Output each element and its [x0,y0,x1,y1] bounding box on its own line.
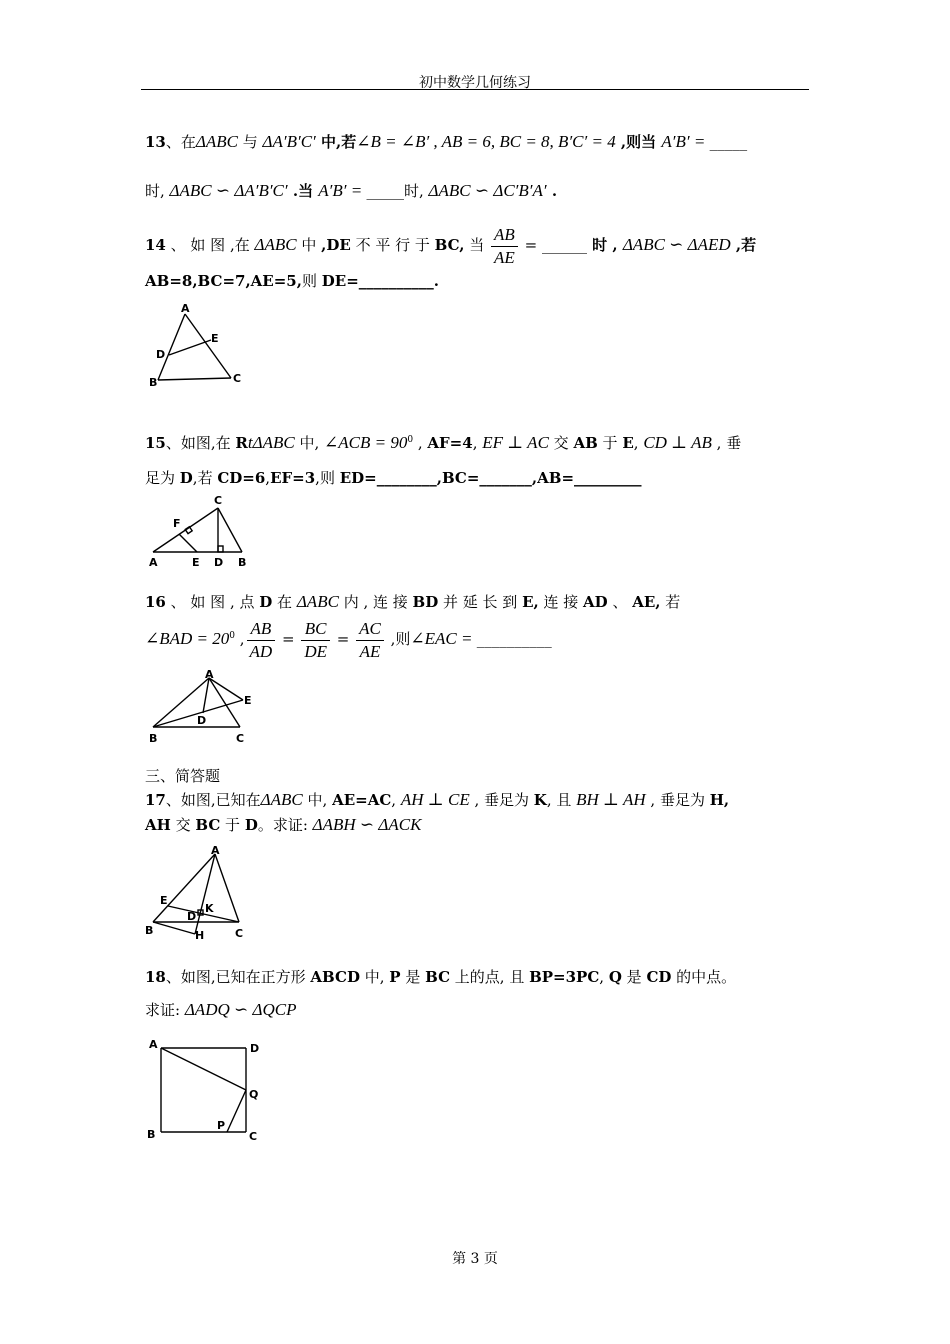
q16-text: 连 接 [538,593,584,611]
q18-prove: ΔADQ ∽ ΔQCP [184,1000,297,1019]
q17-line2 [145,815,810,835]
fig15-label-b: B [238,556,247,569]
q14-blank2[interactable]: DE=__________. [321,272,439,290]
fig18-label-b: B [147,1128,156,1141]
q15-figure [145,494,260,574]
q15-text: , 垂 [711,434,742,452]
q18-text: 上的点, 且 [450,968,530,986]
q16-frac3-den: AE [359,641,381,661]
q17-text: , [391,791,401,809]
q18-number: 18 [145,968,166,986]
q17-text: 于 [220,816,245,834]
q18-figure [143,1032,268,1151]
q17-text: D [244,816,258,834]
q18-text: P [389,968,401,986]
q16-frac1-num: AB [247,618,276,641]
q16-frac3-num: AC [356,618,384,641]
q18-line2 [145,1000,810,1020]
q15-af: AF=4 [427,434,473,452]
q13-triangle-prime: ΔA′B′C′ [262,132,316,151]
q14-line2 [145,271,810,291]
q14-frac-den: AE [494,247,515,267]
q13-text: 时, [145,182,170,200]
q16-frac2-num: BC [301,618,330,641]
q16-text: 、 [607,593,633,611]
q16-triangle: ΔABC [296,592,339,611]
q18-text: 是 [400,968,426,986]
q18-text: CD [646,968,672,986]
fig18-label-p: P [217,1119,226,1132]
q16-frac2 [301,618,330,663]
q14-figure [145,300,255,396]
q16-frac1 [247,618,276,663]
q15-line1 [145,430,810,453]
q16-text: 在 [272,593,297,611]
fig17-label-c: C [235,927,244,940]
q16-text: AD [583,593,608,611]
q14-figure-svg [145,300,255,392]
q15-text: EF=3 [270,469,316,487]
fig18-label-d: D [250,1042,260,1055]
q14-text: ,若 [730,236,757,254]
q15-text: , [413,434,428,452]
fig14-label-e: E [211,332,219,345]
q13-text: 中,若 [315,133,357,151]
fig17-label-k: K [205,902,214,915]
fig14-label-b: B [149,376,158,389]
q17-text: , 垂足为 [469,791,534,809]
q13-similar2: ΔABC ∽ ΔC′B′A′ [428,181,547,200]
q15-perp2: CD ⊥ AB [643,433,712,452]
q15-triangle: tΔABC [247,433,295,452]
fig17-label-h: H [195,929,205,942]
q17-text: 、如图,已知在 [165,791,261,809]
q13-text: .当 [287,182,319,200]
q14-text: 时 , [586,236,623,254]
q13-blank2[interactable]: _____ [366,182,404,200]
q15-text: , [633,434,644,452]
q16-text: 若 [660,593,681,611]
q13-text: 、在 [165,133,196,151]
q15-text: CD=6 [217,469,266,487]
fig18-label-c: C [249,1130,258,1143]
q15-text: 交 [548,434,574,452]
fig16-label-b: B [149,732,158,745]
fig16-label-e: E [244,694,252,707]
q16-figure [145,664,260,750]
q16-text: BD [412,593,439,611]
q16-number: 16 [145,593,166,611]
q16-text: ,则 [385,630,411,648]
q17-perp1: AH ⊥ CE [400,790,470,809]
page-footer: 第 3 页 [452,1251,498,1267]
q15-text: R [235,434,248,452]
q17-text: 。求证: [257,816,313,834]
q15-text: ,若 [192,469,218,487]
q15-text: D [179,469,193,487]
q16-ask: ∠EAC = [410,629,477,648]
q13-text: . [546,182,558,200]
q14-text: ,DE [321,236,351,254]
q18-text: 求证: [145,1001,185,1019]
q14-text: 中 [296,236,322,254]
q17-text: AE=AC [332,791,392,809]
q15-angle: ∠ACB = 90 [324,433,408,452]
fig15-label-e: E [192,556,200,569]
q14-frac-num: AB [491,224,518,247]
q13-line1 [145,132,810,152]
q13-condition: ∠B = ∠B′ , AB = 6, BC = 8, B′C′ = 4 [356,132,616,151]
q17-text: BC [195,816,221,834]
q16-text: , [235,630,245,648]
fig15-label-a: A [149,556,158,569]
q17-triangle: ΔABC [260,790,303,809]
q17-perp2: BH ⊥ AH [576,790,646,809]
fig17-label-e: E [160,894,168,907]
q14-text: 则 [301,272,322,290]
q15-text: , [265,469,271,487]
q15-text: E [622,434,634,452]
q17-figure-svg [143,840,258,945]
q18-text: 中, [359,968,390,986]
q18-text: 的中点。 [671,968,737,986]
q14-text: BC, [434,236,465,254]
fig17-label-d: D [187,910,197,923]
q18-figure-svg [143,1032,268,1147]
fig17-label-b: B [145,924,154,937]
q14-fraction [491,224,518,269]
fig14-label-c: C [233,372,242,385]
q17-text: , 垂足为 [645,791,710,809]
q13-number: 13 [145,133,166,151]
fig18-label-q: Q [249,1088,259,1101]
q14-triangle: ΔABC [254,235,297,254]
page-header: 初中数学几何练习 [419,75,531,91]
q14-line1 [145,222,810,269]
q15-text: 中, [294,434,325,452]
q15-number: 15 [145,434,166,452]
q17-text: 中, [302,791,333,809]
q16-text: D [259,593,273,611]
q13-expr2: A′B′ = [318,181,367,200]
fig16-label-d: D [197,714,207,727]
q15-text: 于 [597,434,623,452]
q14-text: 当 [464,236,490,254]
q17-number: 17 [145,791,166,809]
q15-text: 、如图,在 [165,434,236,452]
q15-line2 [145,468,810,488]
q15-figure-svg [145,494,260,570]
q17-prove: ΔABH ∽ ΔACK [312,815,422,834]
q15-text: ,则 [315,469,340,487]
q17-line1 [145,790,810,810]
q17-text: K [533,791,547,809]
header-rule [141,89,809,90]
q14-blank1[interactable]: ______ [541,236,587,254]
q16-figure-svg [145,664,260,746]
q16-angle: ∠BAD = 20 [145,629,230,648]
q13-triangle-abc: ΔABC [195,132,238,151]
q16-text: AE, [632,593,661,611]
q13-blank1[interactable]: _____ [709,133,748,151]
q16-frac2-den: DE [304,641,327,661]
q18-text: BP=3PC [529,968,600,986]
q15-text: AB [573,434,598,452]
q16-text: E, [522,593,539,611]
q13-expr1: A′B′ = [661,132,710,151]
q17-text: 交 [170,816,196,834]
q17-text: H, [709,791,730,809]
q15-text: , [472,434,483,452]
q14-number: 14 [145,236,166,254]
q15-text: 足为 [145,469,180,487]
fig15-label-f: F [173,517,181,530]
q14-text: = [519,236,542,254]
q17-text: AH [145,816,171,834]
q18-line1 [145,967,810,987]
q13-similar1: ΔABC ∽ ΔA′B′C′ [169,181,288,200]
q16-frac1-den: AD [249,641,273,661]
q14-similar: ΔABC ∽ ΔAED [622,235,731,254]
q16-blank[interactable]: __________ [476,630,552,648]
fig16-label-c: C [236,732,245,745]
q17-text: , 且 [546,791,577,809]
q14-text: 不 平 行 于 [350,236,435,254]
fig14-label-d: D [156,348,166,361]
q16-text: 、 如 图 , 点 [165,593,260,611]
q18-text: 、如图,已知在正方形 [165,968,311,986]
fig15-label-c: C [214,494,223,507]
q16-text: 内 , 连 接 [338,593,413,611]
section-3-title: 三、简答题 [145,767,221,785]
q18-text: , [599,968,609,986]
q13-line2 [145,181,810,201]
fig16-label-a: A [205,668,214,681]
q14-given: AB=8,BC=7,AE=5, [145,272,302,290]
fig15-label-d: D [214,556,224,569]
q14-text: 、 如 图 ,在 [165,236,255,254]
q18-text: ABCD [310,968,360,986]
q18-text: Q [608,968,622,986]
fig18-label-a: A [149,1038,158,1051]
fig17-label-a: A [211,844,220,857]
q13-text: 时, [403,182,429,200]
q15-perp1: EF ⊥ AC [482,433,549,452]
q16-frac3 [356,618,384,663]
q17-figure [143,840,258,949]
q15-blanks[interactable]: ED=________,BC=_______,AB=_________ [339,469,642,487]
q18-text: 是 [621,968,647,986]
q16-line1 [145,592,810,612]
q16-degree: 0 [229,631,235,641]
q13-text: ,则当 [615,133,662,151]
q16-text: 并 延 长 到 [438,593,523,611]
q15-degree: 0 [407,435,414,445]
fig14-label-a: A [181,302,190,315]
q16-line2: ∠BAD = $20^0$ , $\frac{AB}{AD}$ = $\frac{BC}{DE}$ = $\frac{AC}{AE}$ ,则∠EAC = __________ [145,618,552,661]
q13-text: 与 [237,133,263,151]
q18-text: BC [425,968,451,986]
